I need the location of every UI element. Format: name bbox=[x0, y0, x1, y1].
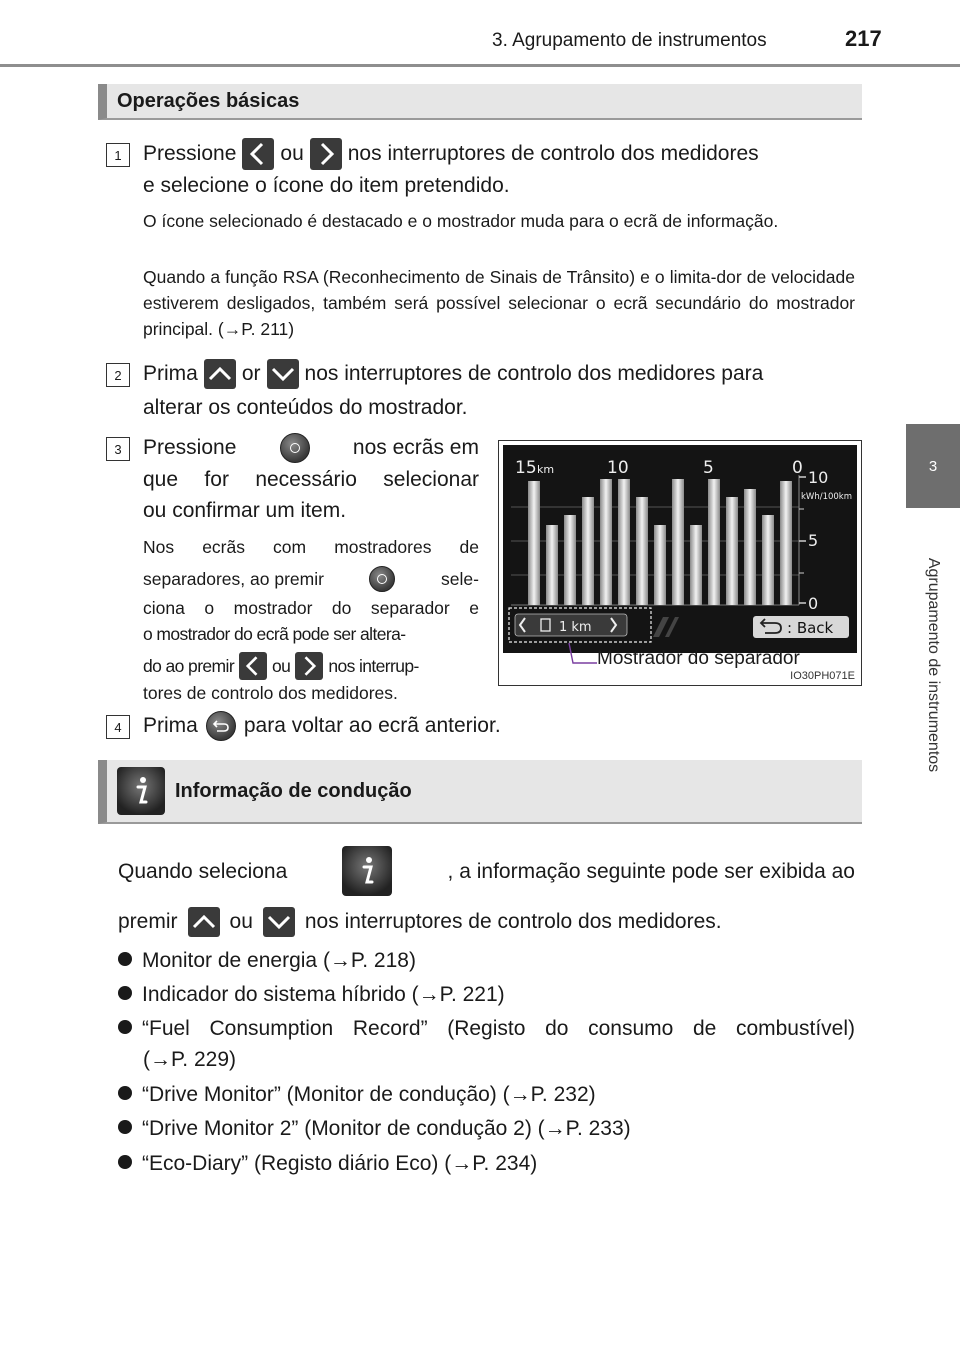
list-item: “Fuel Consumption Record” (Registo do consumo de combustível) bbox=[118, 1013, 855, 1044]
step-4-text: Prima para voltar ao ecrã anterior. bbox=[143, 710, 855, 741]
bar bbox=[672, 479, 684, 605]
step-1-note-1: O ícone selecionado é destacado e o mostrador muda para o ecrã de informação. bbox=[143, 211, 779, 231]
list-item: “Drive Monitor 2” (Monitor de condução 2) (→P. 233) bbox=[118, 1113, 631, 1144]
step-number-4: 4 bbox=[106, 715, 130, 739]
back-button-icon bbox=[206, 711, 236, 741]
info-icon bbox=[117, 767, 165, 815]
bar bbox=[564, 515, 576, 605]
display-illustration bbox=[498, 440, 862, 686]
info-icon-inline bbox=[342, 846, 392, 896]
step-1-text: Pressione ou nos interruptores de controlo dos medidores bbox=[143, 138, 855, 170]
step-3-note-line3: ciona o mostrador do separador e bbox=[143, 598, 479, 618]
bar bbox=[582, 497, 594, 605]
step-number-1: 1 bbox=[106, 143, 130, 167]
info-paragraph-line1: Quando seleciona , a informação seguinte pode ser exibida ao bbox=[118, 846, 855, 896]
chapter-label: Agrupamento de instrumentos bbox=[925, 557, 942, 773]
bar bbox=[600, 479, 612, 605]
step-2-text-line2: alterar os conteúdos do mostrador. bbox=[143, 396, 468, 419]
distance-label-10: 10 bbox=[607, 458, 629, 478]
header-divider bbox=[0, 64, 960, 67]
step-3-note-line5: do ao premir ou nos interrup- bbox=[143, 652, 479, 680]
distance-label-0: 0 bbox=[792, 458, 803, 478]
distance-label-15: 15 bbox=[515, 458, 537, 478]
y-unit: kWh/100km bbox=[801, 492, 853, 502]
chevron-down-icon bbox=[267, 359, 299, 389]
ok-button-icon-small bbox=[369, 566, 395, 592]
bar bbox=[762, 515, 774, 605]
y-tick-0: 0 bbox=[808, 594, 819, 613]
bar bbox=[528, 481, 540, 605]
list-item: “Eco-Diary” (Registo diário Eco) (→P. 234) bbox=[118, 1148, 537, 1179]
list-item-continuation: (→P. 229) bbox=[143, 1048, 236, 1071]
info-paragraph-line2: premir ou nos interruptores de controlo dos medidores. bbox=[118, 906, 855, 937]
step-3-note-line1: Nos ecrãs com mostradores de bbox=[143, 537, 479, 557]
step-3-text-line3: ou confirmar um item. bbox=[143, 499, 347, 522]
tab-distance: 1 km bbox=[559, 620, 592, 635]
step-3-note-line2: separadores, ao premir sele- bbox=[143, 566, 479, 592]
bar bbox=[618, 479, 630, 605]
section-heading-driving-info: Informação de condução bbox=[98, 760, 862, 824]
chevron-up-icon-inline bbox=[188, 907, 220, 937]
figure-code: IO30PH071E bbox=[790, 670, 855, 682]
y-tick-10: 10 bbox=[808, 468, 829, 487]
distance-unit: km bbox=[537, 463, 555, 476]
step-2-text: Prima or nos interruptores de controlo dos medidores para bbox=[143, 358, 855, 389]
section-heading-basic-operations: Operações básicas bbox=[98, 84, 862, 120]
bar bbox=[744, 489, 756, 605]
bar bbox=[708, 479, 720, 605]
consumption-bars bbox=[528, 479, 792, 605]
distance-label-5: 5 bbox=[703, 458, 714, 478]
step-3-note-line6: tores de controlo dos medidores. bbox=[143, 683, 398, 703]
step-3-note-line4: o mostrador do ecrã pode ser altera- bbox=[143, 624, 406, 644]
y-tick-5: 5 bbox=[808, 531, 819, 550]
step-number-2: 2 bbox=[106, 363, 130, 387]
chevron-right-icon bbox=[310, 138, 342, 170]
chapter-number: 3 bbox=[928, 457, 938, 475]
chevron-left-icon-small bbox=[239, 652, 267, 680]
figure-callout-label: Mostrador do separador bbox=[597, 648, 800, 669]
callout-line bbox=[565, 641, 599, 667]
bar bbox=[726, 497, 738, 605]
list-item: “Drive Monitor” (Monitor de condução) (→P. 232) bbox=[118, 1079, 596, 1110]
chevron-up-icon bbox=[204, 359, 236, 389]
ok-button-icon bbox=[280, 433, 310, 463]
chevron-left-icon bbox=[242, 138, 274, 170]
bar bbox=[654, 525, 666, 605]
header-title: 3. Agrupamento de instrumentos bbox=[492, 30, 767, 51]
back-label: : Back bbox=[787, 619, 834, 637]
bar bbox=[690, 525, 702, 605]
chevron-down-icon-inline bbox=[263, 907, 295, 937]
step-number-3: 3 bbox=[106, 437, 130, 461]
step-3-text-line2: que for necessário selecionar bbox=[143, 468, 479, 491]
bar bbox=[780, 481, 792, 605]
step-1-note-2: Quando a função RSA (Reconhecimento de Sinais de Trânsito) e o limita-dor de velocidade estiverem desligados, também será possível selecionar o ecrã secundário do mostrador principal. (→P. 211) bbox=[143, 267, 855, 339]
consumption-history-graph bbox=[503, 445, 857, 653]
chapter-tab bbox=[906, 424, 960, 508]
list-item: Indicador do sistema híbrido (→P. 221) bbox=[118, 979, 505, 1010]
bar bbox=[546, 525, 558, 605]
page-number: 217 bbox=[845, 26, 882, 51]
bar bbox=[636, 497, 648, 605]
meter-screen bbox=[503, 445, 857, 653]
list-item: Monitor de energia (→P. 218) bbox=[118, 945, 416, 976]
step-1-text-line2: e selecione o ícone do item pretendido. bbox=[143, 174, 510, 197]
step-3-text: Pressione nos ecrãs em bbox=[143, 432, 479, 463]
chevron-right-icon-small bbox=[295, 652, 323, 680]
